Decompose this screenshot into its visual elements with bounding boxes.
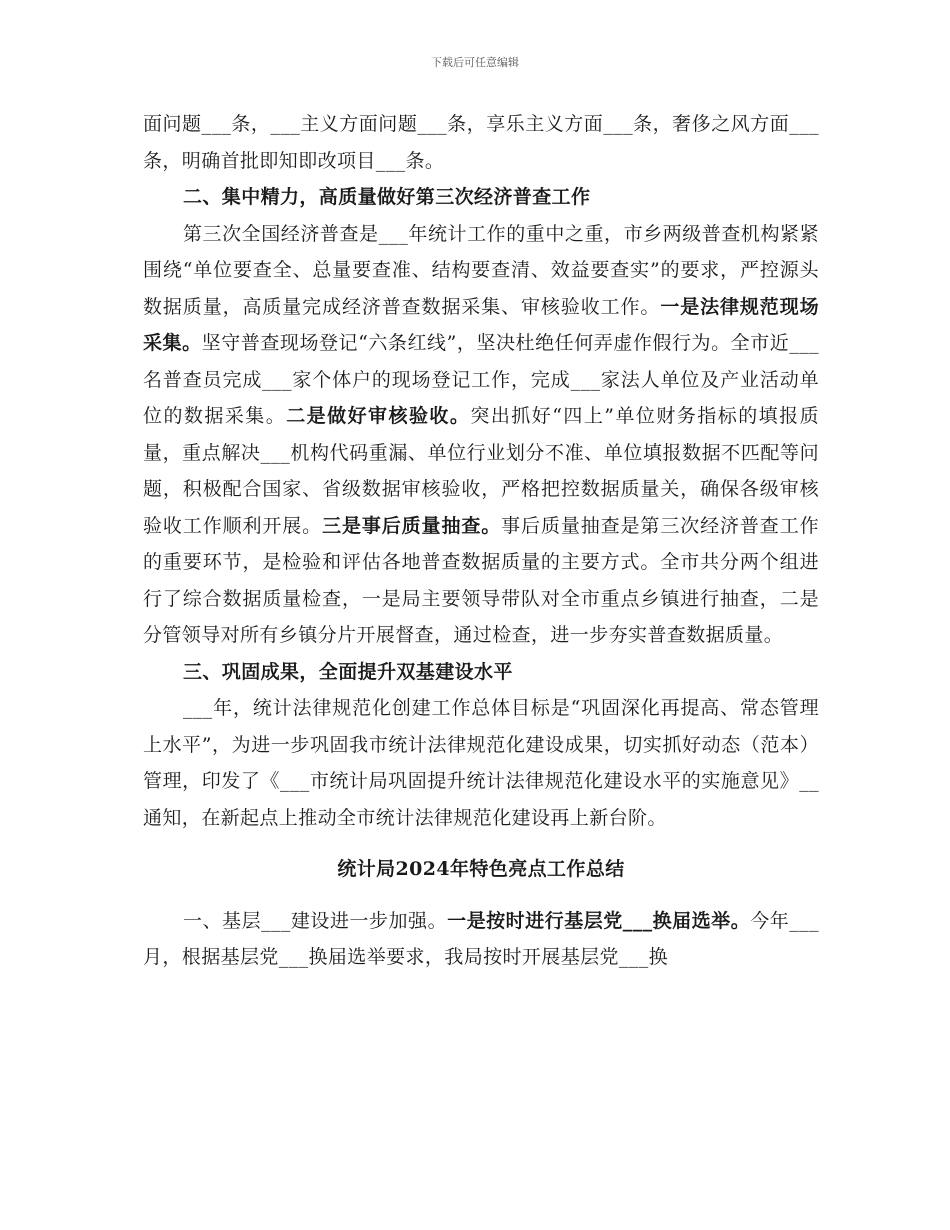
paragraph-3: ___年，统计法律规范化创建工作总体目标是“巩固深化再提高、常态管理上水平”，为进一步巩固我市统计法律规范化建设成果，切实抓好动态（范本）管理，印发了《___市统计局巩固提升统计法律规范化建设水平的实施意见》__通知，在新起点上推动全市统计法律规范化建设再上新台阶。 [143,697,819,829]
document-body [143,106,819,976]
paragraph-2 [143,216,819,654]
point-3-text: 事后质量抽查是第三次经济普查工作的重要环节，是检验和评估各地普查数据质量的主要方式。全市共分两个组进行了综合数据质量检查，一是局主要领导带队对全市重点乡镇进行抽查，二是分管领导对所有乡镇分片开展督查，通过检查，进一步夯实普查数据质量。 [143,514,820,646]
paragraph-4 [143,903,819,976]
document-title: 统计局2024年特色亮点工作总结 [337,858,625,880]
point-3-heading: 三是事后质量抽查。 [322,514,502,537]
page-header: 下载后可任意编辑 [431,56,519,69]
point-2-heading: 二是做好审核验收。 [286,405,471,427]
paragraph-2-intro: 第三次全国经济普查是___年统计工作的重中之重，市乡两级普查机构紧紧围绕“单位要查全、总量要查准、结构要查清、效益要查实”的要求，严控源头数据质量，高质量完成经济普查数据采集、审核验收工作。 [143,222,819,318]
section-heading-2: 二、集中精力，高质量做好第三次经济普查工作 [183,186,591,208]
paragraph-4-text: 今年___月，根据基层党___换届选举要求，我局按时开展基层党___换 [143,909,819,968]
paragraph-4-heading: 一、基层___建设进一步加强。 [183,909,448,932]
section-heading-3: 三、巩固成果，全面提升双基建设水平 [183,660,513,683]
paragraph-1: 面问题___条，___主义方面问题___条，享乐主义方面___条，奢侈之风方面___条，明确首批即知即改项目___条。 [143,113,819,172]
point-1-heading: 一是法律规范现场采集。 [143,295,820,354]
paragraph-4-point-1: 一是按时进行基层党___换届选举。 [447,909,751,932]
point-1-text: 坚守普查现场登记“六条红线”，坚决杜绝任何弄虚作假行为。全市近___名普查员完成___家个体户的现场登记工作，完成___家法人单位及产业活动单位的数据采集。 [143,332,820,427]
point-2-text: 突出抓好“四上”单位财务指标的填报质量，重点解决___机构代码重漏、单位行业划分不准、单位填报数据不匹配等问题，积极配合国家、省级数据审核验收，严格把控数据质量关，确保各级审核验收工作顺利开展。 [143,405,819,537]
